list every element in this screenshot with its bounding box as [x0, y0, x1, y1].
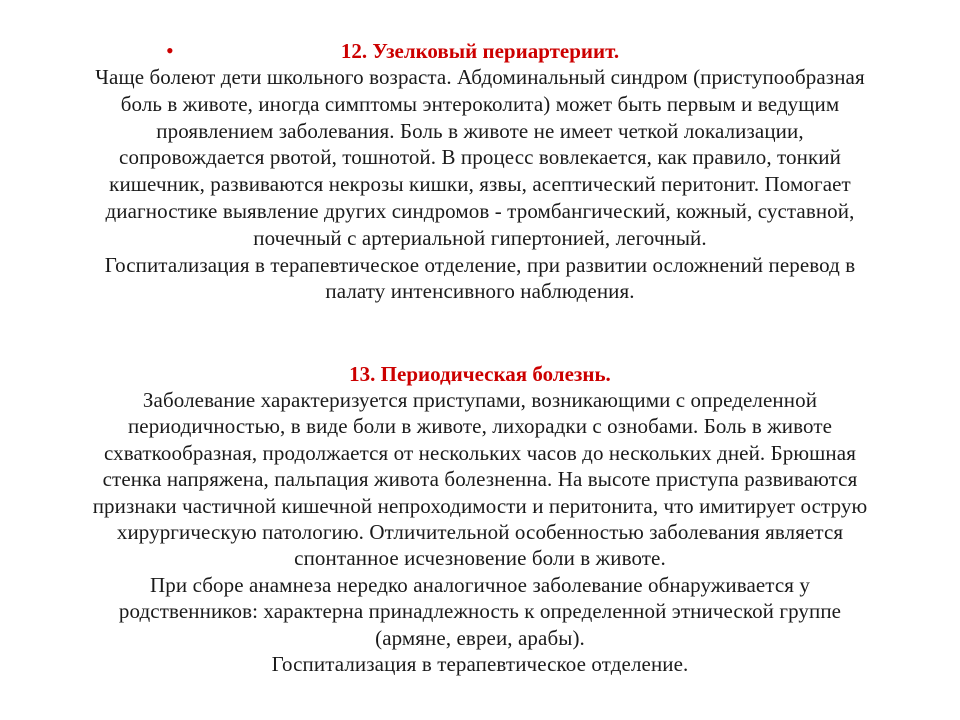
paragraph-line: родственников: характерна принадлежность к определенной этнической группе	[118, 599, 842, 624]
section-heading: 13. Периодическая болезнь.	[349, 362, 611, 386]
paragraph-line: спонтанное исчезновение боли в животе.	[294, 546, 666, 571]
section-heading: 12. Узелковый периартериит.	[340, 39, 620, 63]
paragraph-line: периодичностью, в виде боли в животе, лихорадки с ознобами. Боль в животе	[127, 414, 833, 439]
paragraph-line: схваткообразная, продолжается от нескольких часов до нескольких дней. Брюшная	[104, 440, 856, 465]
paragraph-line: палату интенсивного наблюдения.	[325, 279, 635, 304]
paragraph-line: диагностике выявление других синдромов - тромбангический, кожный, суставной,	[105, 198, 855, 223]
paragraph-line: сопровождается рвотой, тошнотой. В процесс вовлекается, как правило, тонкий	[119, 145, 841, 170]
bullet-marker: •	[166, 38, 174, 63]
paragraph-line: Госпитализация в терапевтическое отделение, при развитии осложнений перевод в	[104, 252, 856, 277]
section-periodic-disease	[30, 361, 930, 677]
paragraph-line: хирургическую патологию. Отличительной особенностью заболевания является	[116, 520, 844, 545]
paragraph-line: признаки частичной кишечной непроходимости и перитонита, что имитирует острую	[92, 493, 868, 518]
paragraph-line: проявлением заболевания. Боль в животе не имеет четкой локализации,	[156, 118, 804, 143]
paragraph-line: Госпитализация в терапевтическое отделение.	[271, 652, 689, 677]
paragraph-line: боль в животе, иногда симптомы энтероколита) может быть первым и ведущим	[120, 91, 840, 116]
paragraph-line: (армяне, евреи, арабы).	[375, 625, 585, 650]
paragraph-line: кишечник, развиваются некрозы кишки, язвы, асептический перитонит. Помогает	[109, 172, 851, 197]
paragraph-line: При сборе анамнеза нередко аналогичное заболевание обнаруживается у	[150, 572, 810, 597]
paragraph-line: Заболевание характеризуется приступами, возникающими с определенной	[142, 388, 818, 412]
paragraph-line: почечный с артериальной гипертонией, легочный.	[253, 225, 707, 250]
paragraph-line: Чаще болеют дети школьного возраста. Абдоминальный синдром (приступообразная	[95, 65, 865, 89]
section-periarteritis	[30, 38, 930, 305]
paragraph-line: стенка напряжена, пальпация живота болезненна. На высоте приступа развиваются	[102, 467, 858, 492]
